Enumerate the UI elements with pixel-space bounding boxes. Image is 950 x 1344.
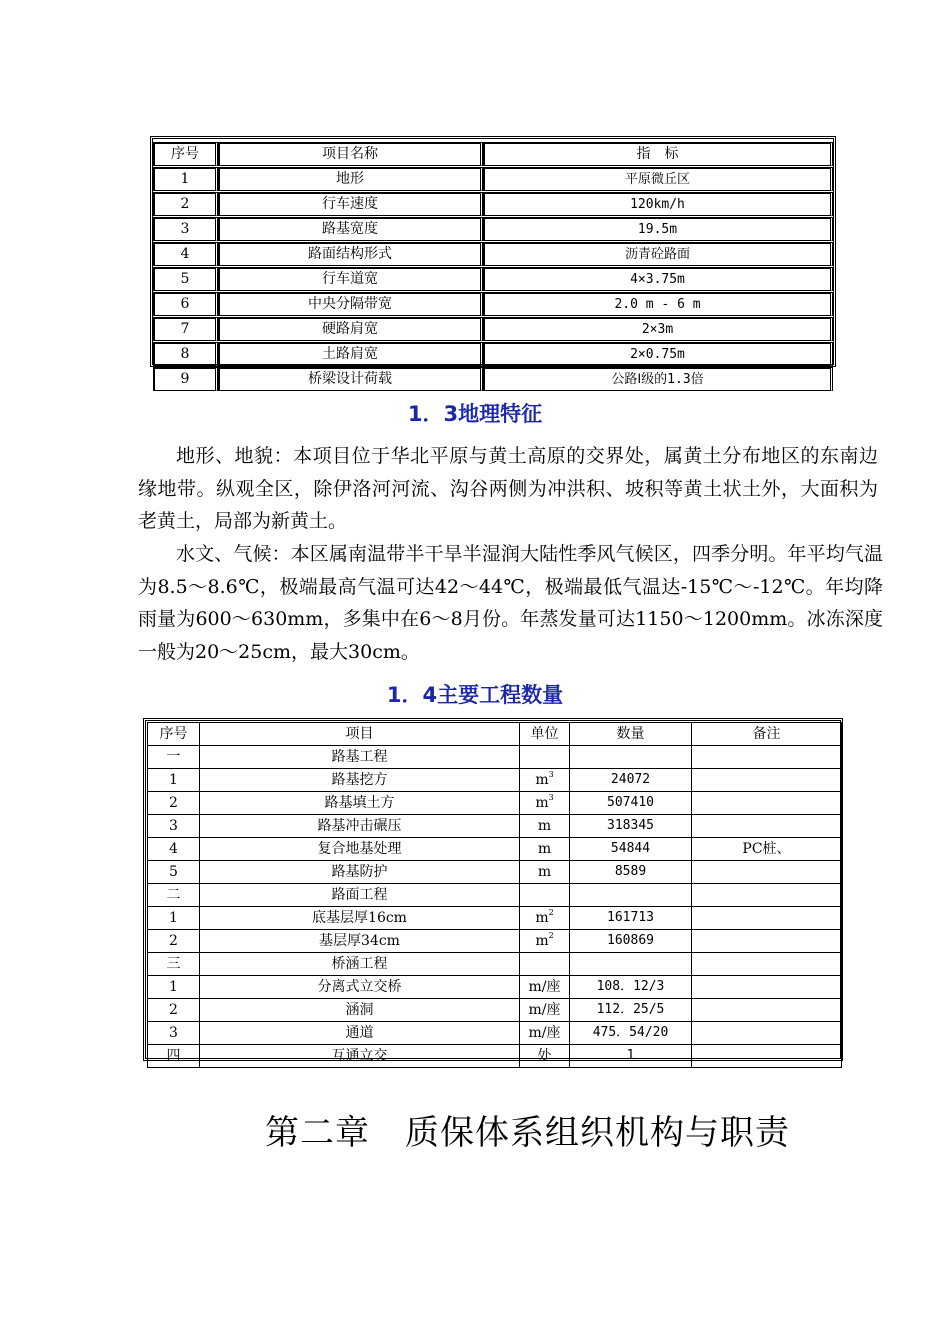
spec-cell-name: 桥梁设计荷载 <box>218 367 483 391</box>
qty-header-no: 序号 <box>148 723 200 746</box>
quantity-table-header <box>148 723 842 746</box>
qty-cell-item: 路基冲击碾压 <box>200 815 520 838</box>
spec-table <box>150 136 836 387</box>
qty-cell-note <box>692 815 842 838</box>
qty-cell-quantity: 160869 <box>570 930 692 953</box>
qty-unit-base: m <box>535 910 549 926</box>
qty-cell-unit <box>520 746 570 769</box>
qty-unit-base: m <box>537 841 552 857</box>
qty-cell-unit <box>520 953 570 976</box>
chapter-title: 第二章 质保体系组织机构与职责 <box>265 1113 790 1153</box>
spec-header-value: 指 标 <box>483 142 833 166</box>
qty-cell-quantity: 161713 <box>570 907 692 930</box>
qty-cell-note <box>692 861 842 884</box>
qty-cell-quantity: 318345 <box>570 815 692 838</box>
terrain-paragraph: 地形、地貌：本项目位于华北平原与黄土高原的交界处，属黄土分布地区的东南边缘地带。纵观全区，除伊洛河河流、沟谷两侧为冲洪积、坡积等黄土状土外，大面积为老黄土，局部为新黄土。 <box>138 445 878 532</box>
qty-cell-item: 涵洞 <box>200 999 520 1022</box>
spec-cell-value: 2×0.75m <box>483 342 833 366</box>
qty-cell-note <box>692 884 842 907</box>
qty-cell-quantity: 54844 <box>570 838 692 861</box>
qty-cell-item: 底基层厚16cm <box>200 907 520 930</box>
qty-unit-base: m <box>537 864 552 880</box>
spec-cell-value: 4×3.75m <box>483 267 833 291</box>
qty-cell-unit <box>520 792 570 815</box>
qty-cell-no: 2 <box>148 930 200 953</box>
quantity-table-row <box>148 953 842 976</box>
qty-cell-quantity: 108．12/3 <box>570 976 692 999</box>
qty-cell-unit <box>520 815 570 838</box>
qty-cell-quantity <box>570 746 692 769</box>
qty-header-item: 项目 <box>200 723 520 746</box>
spec-table-row <box>153 292 833 316</box>
qty-unit-base: m/座 <box>528 979 561 995</box>
qty-cell-item: 基层厚34cm <box>200 930 520 953</box>
qty-cell-no: 2 <box>148 792 200 815</box>
spec-table-row <box>153 217 833 241</box>
qty-cell-no: 5 <box>148 861 200 884</box>
spec-cell-value: 2×3m <box>483 317 833 341</box>
qty-cell-quantity: 1 <box>570 1045 692 1068</box>
qty-unit-base: m <box>535 795 549 811</box>
spec-table-row <box>153 267 833 291</box>
spec-table-row <box>153 167 833 191</box>
qty-cell-note <box>692 999 842 1022</box>
spec-cell-no: 2 <box>153 192 218 216</box>
qty-unit-base: m/座 <box>528 1025 561 1041</box>
qty-cell-quantity <box>570 953 692 976</box>
spec-cell-no: 8 <box>153 342 218 366</box>
quantity-table-row <box>148 884 842 907</box>
spec-cell-name: 路基宽度 <box>218 217 483 241</box>
qty-cell-item: 路面工程 <box>200 884 520 907</box>
qty-header-quantity: 数量 <box>570 723 692 746</box>
qty-cell-no: 1 <box>148 976 200 999</box>
quantity-table-row <box>148 792 842 815</box>
qty-cell-unit <box>520 1045 570 1068</box>
spec-table-header <box>153 142 833 166</box>
qty-unit-base: m <box>537 818 552 834</box>
qty-cell-quantity: 8589 <box>570 861 692 884</box>
qty-cell-item: 路基防护 <box>200 861 520 884</box>
qty-cell-quantity: 24072 <box>570 769 692 792</box>
quantity-table-row <box>148 976 842 999</box>
quantity-table-row <box>148 838 842 861</box>
qty-cell-no: 4 <box>148 838 200 861</box>
spec-cell-name: 硬路肩宽 <box>218 317 483 341</box>
section-1-3-heading: 1．3地理特征 <box>407 402 543 426</box>
climate-paragraph: 水文、气候：本区属南温带半干旱半湿润大陆性季风气候区，四季分明。年平均气温为8.5～8.6℃，极端最高气温可达42～44℃，极端最低气温达-15℃～-12℃。年均降雨量为600～630mm，多集中在6～8月份。年蒸发量可达1150～1200mm。冰冻深度一般为20～25cm，最大30cm。 <box>138 543 883 663</box>
qty-cell-no: 1 <box>148 907 200 930</box>
quantity-table-row <box>148 815 842 838</box>
spec-cell-no: 1 <box>153 167 218 191</box>
qty-unit-base: m/座 <box>528 1002 561 1018</box>
quantity-table-row <box>148 1022 842 1045</box>
qty-cell-no: 一 <box>148 746 200 769</box>
spec-cell-name: 土路肩宽 <box>218 342 483 366</box>
qty-cell-item: 路基工程 <box>200 746 520 769</box>
qty-cell-no: 1 <box>148 769 200 792</box>
qty-cell-note <box>692 769 842 792</box>
spec-table-row <box>153 317 833 341</box>
qty-cell-no: 3 <box>148 815 200 838</box>
spec-cell-no: 3 <box>153 217 218 241</box>
qty-unit-exponent: 2 <box>548 931 554 940</box>
spec-table-row <box>153 192 833 216</box>
qty-unit-exponent: 2 <box>548 908 554 917</box>
qty-cell-no: 2 <box>148 999 200 1022</box>
qty-header-unit: 单位 <box>520 723 570 746</box>
qty-cell-no: 3 <box>148 1022 200 1045</box>
quantity-table-row <box>148 746 842 769</box>
qty-cell-unit <box>520 907 570 930</box>
qty-cell-unit <box>520 838 570 861</box>
section-1-4-heading: 1．4主要工程数量 <box>386 683 564 707</box>
qty-cell-note <box>692 792 842 815</box>
qty-cell-item: 桥涵工程 <box>200 953 520 976</box>
qty-cell-note <box>692 976 842 999</box>
qty-cell-item: 分离式立交桥 <box>200 976 520 999</box>
qty-cell-unit <box>520 1022 570 1045</box>
qty-unit-base: m <box>535 933 549 949</box>
qty-cell-unit <box>520 884 570 907</box>
qty-cell-note <box>692 1045 842 1068</box>
quantity-table-row <box>148 861 842 884</box>
spec-cell-name: 行车道宽 <box>218 267 483 291</box>
spec-cell-name: 路面结构形式 <box>218 242 483 266</box>
spec-cell-value: 沥青砼路面 <box>483 242 833 266</box>
qty-cell-unit <box>520 999 570 1022</box>
spec-cell-no: 4 <box>153 242 218 266</box>
spec-cell-name: 地形 <box>218 167 483 191</box>
qty-header-note: 备注 <box>692 723 842 746</box>
qty-cell-note <box>692 1022 842 1045</box>
qty-cell-unit <box>520 930 570 953</box>
qty-unit-base: 处 <box>537 1048 552 1064</box>
quantity-table-row <box>148 930 842 953</box>
quantity-table-row <box>148 769 842 792</box>
spec-cell-no: 7 <box>153 317 218 341</box>
qty-cell-item: 路基填土方 <box>200 792 520 815</box>
spec-cell-value: 2.0 m - 6 m <box>483 292 833 316</box>
qty-cell-item: 路基挖方 <box>200 769 520 792</box>
qty-cell-item: 复合地基处理 <box>200 838 520 861</box>
spec-cell-no: 6 <box>153 292 218 316</box>
qty-cell-item: 通道 <box>200 1022 520 1045</box>
qty-cell-quantity: 112．25/5 <box>570 999 692 1022</box>
spec-header-no: 序号 <box>153 142 218 166</box>
spec-table-row <box>153 242 833 266</box>
qty-cell-unit <box>520 976 570 999</box>
qty-cell-note: PC桩、 <box>692 838 842 861</box>
qty-cell-quantity: 507410 <box>570 792 692 815</box>
quantity-table-row <box>148 1045 842 1068</box>
qty-unit-exponent: 3 <box>548 770 554 779</box>
spec-header-name: 项目名称 <box>218 142 483 166</box>
spec-table-row <box>153 342 833 366</box>
quantity-table-row <box>148 999 842 1022</box>
qty-cell-no: 四 <box>148 1045 200 1068</box>
qty-cell-no: 三 <box>148 953 200 976</box>
qty-cell-quantity: 475．54/20 <box>570 1022 692 1045</box>
qty-cell-note <box>692 746 842 769</box>
spec-cell-value: 公路Ⅰ级的1.3倍 <box>483 367 833 391</box>
qty-cell-note <box>692 907 842 930</box>
spec-cell-value: 120km/h <box>483 192 833 216</box>
spec-cell-name: 行车速度 <box>218 192 483 216</box>
qty-cell-no: 二 <box>148 884 200 907</box>
quantity-table-row <box>148 907 842 930</box>
qty-unit-exponent: 3 <box>548 793 554 802</box>
qty-cell-unit <box>520 861 570 884</box>
qty-cell-note <box>692 930 842 953</box>
spec-cell-name: 中央分隔带宽 <box>218 292 483 316</box>
spec-cell-no: 9 <box>153 367 218 391</box>
qty-cell-item: 互通立交 <box>200 1045 520 1068</box>
qty-cell-unit <box>520 769 570 792</box>
spec-cell-value: 平原微丘区 <box>483 167 833 191</box>
spec-table-row <box>153 367 833 391</box>
spec-cell-no: 5 <box>153 267 218 291</box>
quantity-table <box>143 718 843 1064</box>
qty-cell-quantity <box>570 884 692 907</box>
qty-unit-base: m <box>535 772 549 788</box>
qty-cell-note <box>692 953 842 976</box>
spec-cell-value: 19.5m <box>483 217 833 241</box>
